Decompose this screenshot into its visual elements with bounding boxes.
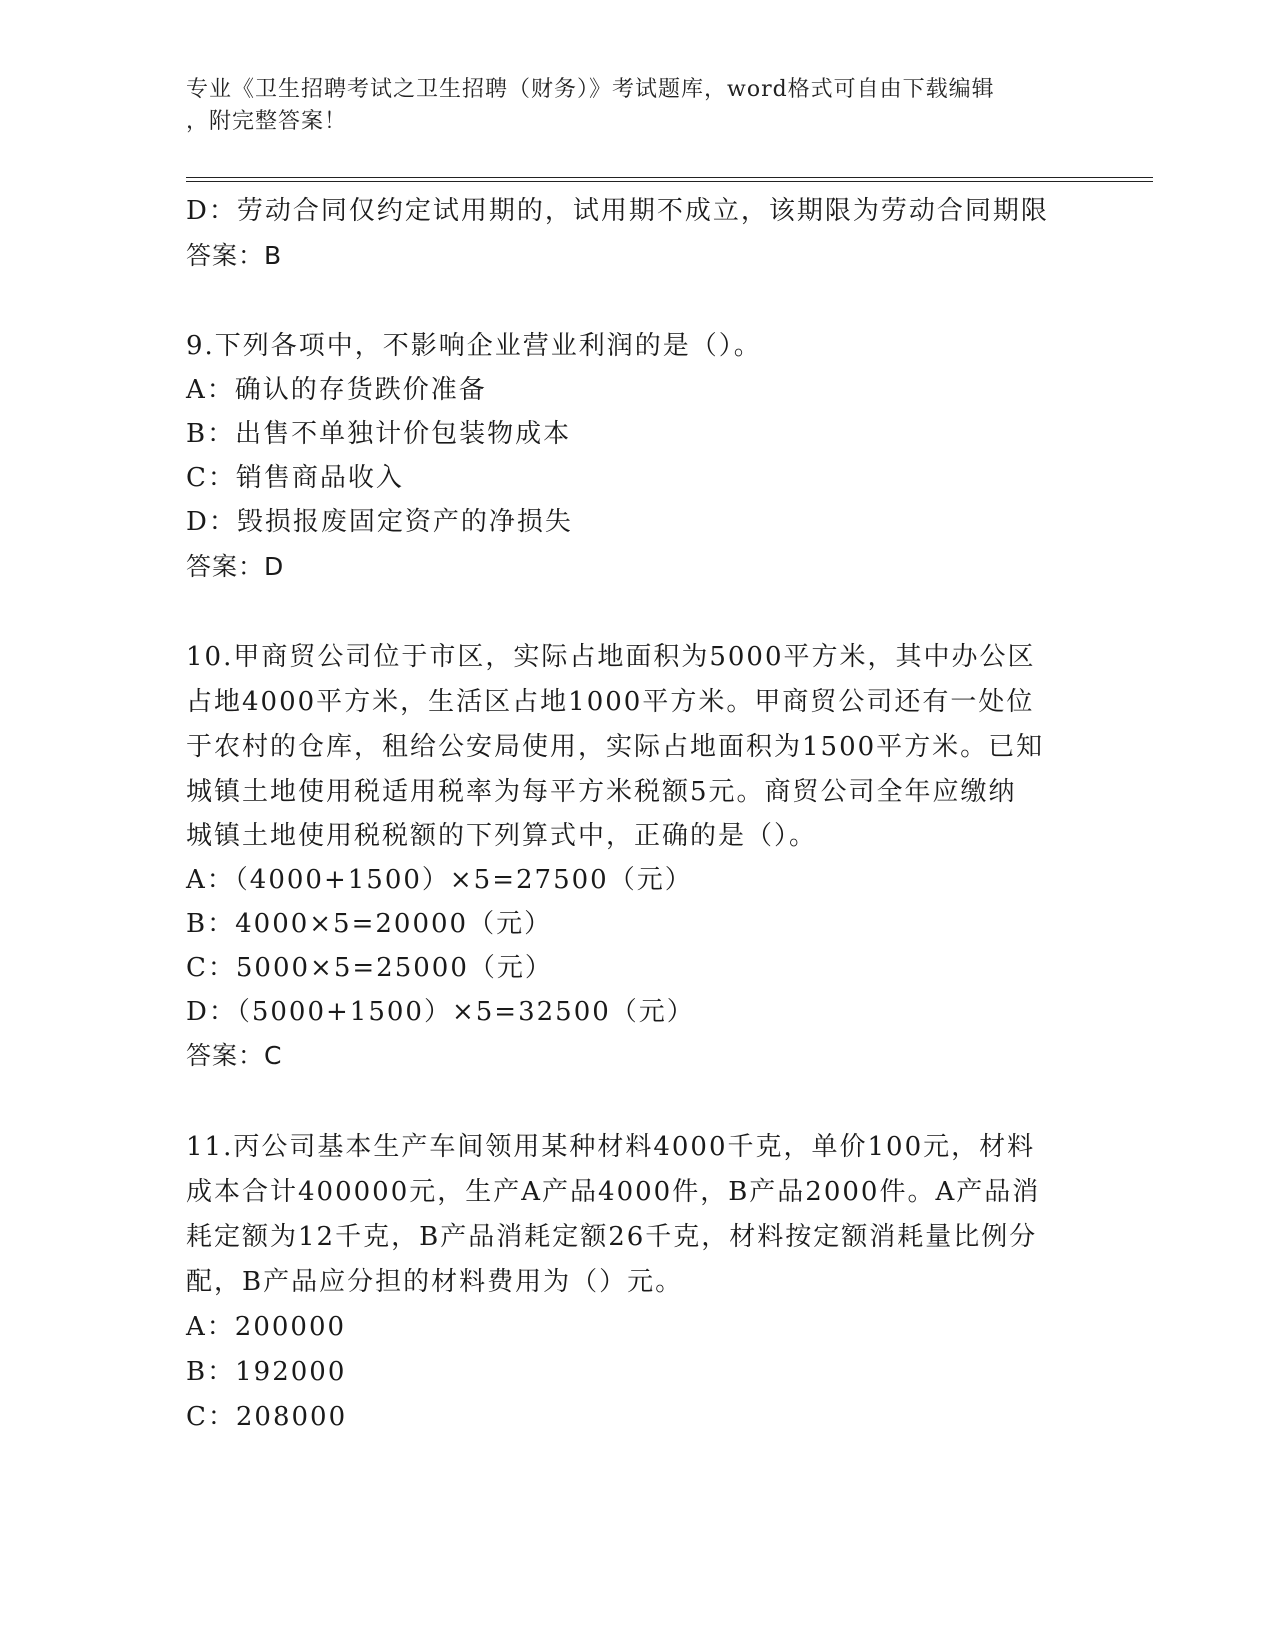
answer-label: 答案：: [186, 241, 265, 270]
header-divider-top: [186, 177, 1153, 178]
q9-option-a: A：确认的存货跌价准备: [186, 375, 487, 405]
q10-stem-line: 城镇土地使用税适用税率为每平方米税额5元。商贸公司全年应缴纳: [186, 777, 1017, 807]
q11-stem-line: 配，B产品应分担的材料费用为（）元。: [186, 1267, 684, 1297]
q9-answer: [186, 547, 284, 583]
q10-option-d: D：（5000+1500）×5=32500（元）: [186, 997, 695, 1027]
q11-option-c: C：208000: [186, 1402, 348, 1432]
q9-option-d: D：毁损报废固定资产的净损失: [186, 507, 573, 537]
document-header: [186, 74, 1086, 138]
header-line-1: 专业《卫生招聘考试之卫生招聘（财务）》考试题库，word格式可自由下载编辑: [186, 77, 995, 102]
prev-answer: [186, 236, 282, 272]
q11-option-b: B：192000: [186, 1357, 347, 1387]
q10-stem-line: 占地4000平方米，生活区占地1000平方米。甲商贸公司还有一处位: [186, 687, 1035, 717]
q11-option-a: A：200000: [186, 1312, 347, 1342]
q10-option-a: A：（4000+1500）×5=27500（元）: [186, 865, 693, 895]
q11-stem-line: 耗定额为12千克，B产品消耗定额26千克，材料按定额消耗量比例分: [186, 1222, 1038, 1252]
answer-value: B: [264, 241, 283, 270]
header-divider-bottom: [186, 181, 1153, 182]
q10-stem-line: 10.甲商贸公司位于市区，实际占地面积为5000平方米，其中办公区: [186, 642, 1036, 672]
q11-stem-line: 11.丙公司基本生产车间领用某种材料4000千克，单价100元，材料: [186, 1132, 1036, 1162]
q10-answer: [186, 1036, 282, 1072]
answer-value: D: [264, 552, 285, 581]
answer-label: 答案：: [186, 1041, 265, 1070]
prev-option-d: D：劳动合同仅约定试用期的，试用期不成立，该期限为劳动合同期限: [186, 196, 1049, 226]
header-line-2: ，附完整答案！: [186, 109, 348, 134]
answer-value: C: [264, 1041, 283, 1070]
q10-stem-line: 城镇土地使用税税额的下列算式中，正确的是（）。: [186, 821, 818, 851]
q9-option-b: B：出售不单独计价包装物成本: [186, 419, 572, 449]
q10-option-b: B：4000×5=20000（元）: [186, 909, 553, 939]
q10-option-c: C：5000×5=25000（元）: [186, 953, 553, 983]
q10-stem-line: 于农村的仓库，租给公安局使用，实际占地面积为1500平方米。已知: [186, 732, 1045, 762]
q9-stem: 9.下列各项中，不影响企业营业利润的是（）。: [186, 331, 762, 361]
q9-option-c: C：销售商品收入: [186, 463, 404, 493]
q11-stem-line: 成本合计400000元，生产A产品4000件，B产品2000件。A产品消: [186, 1177, 1041, 1207]
answer-label: 答案：: [186, 552, 265, 581]
